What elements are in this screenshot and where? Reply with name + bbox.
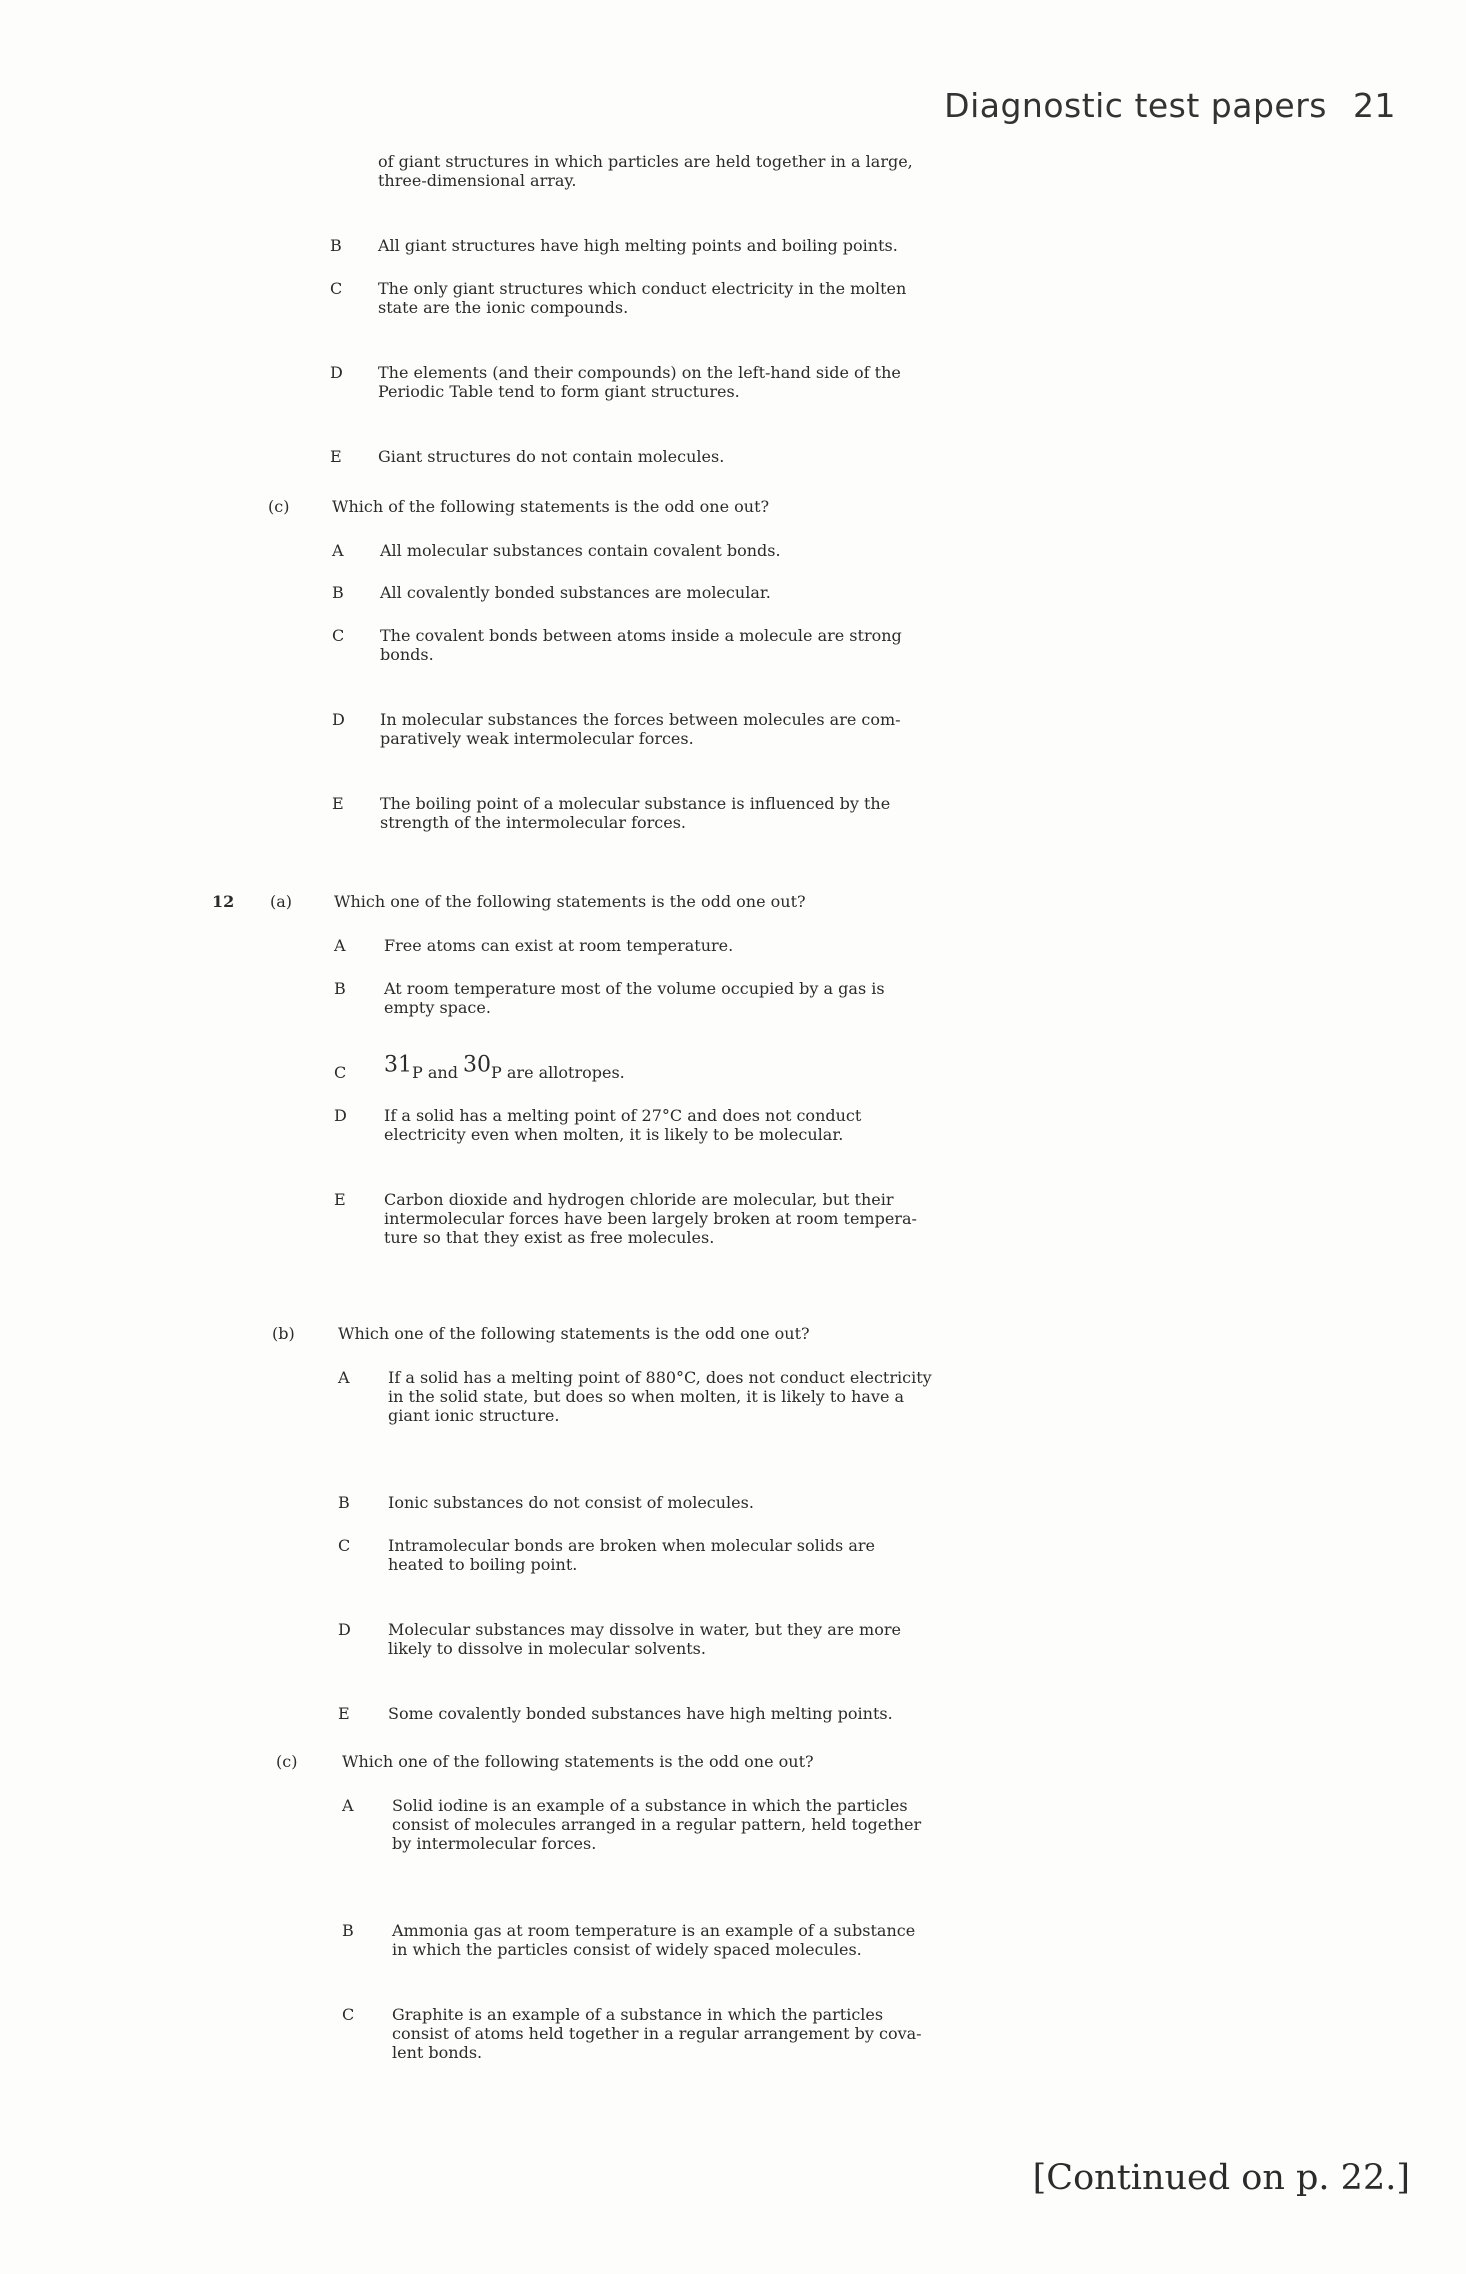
question-text: Which one of the following statements is the odd one out? <box>338 1324 810 1343</box>
q12b <box>272 1324 1422 1745</box>
option-E <box>338 1704 1418 1745</box>
option-text: The boiling point of a molecular substance is influenced by the <box>380 794 891 813</box>
continued-note: [Continued on p. 22.] <box>1032 2158 1410 2198</box>
option-text: If a solid has a melting point of 880°C, does not conduct electricity <box>388 1368 932 1387</box>
part-label: (a) <box>270 892 293 911</box>
isotope-mass-31: 31 <box>384 1052 412 1078</box>
option-text: Molecular substances may dissolve in water, but they are more <box>388 1620 901 1639</box>
option-text: giant ionic structure. <box>388 1406 560 1425</box>
option-letter: B <box>342 1921 354 1940</box>
option-D <box>334 1106 1414 1188</box>
running-header <box>944 86 1396 125</box>
option-A <box>334 936 1414 977</box>
option-text: consist of molecules arranged in a regular pattern, held together <box>392 1815 922 1834</box>
option-text: The covalent bonds between atoms inside a molecule are strong <box>380 626 902 645</box>
option-text: electricity even when molten, it is likely to be molecular. <box>384 1125 844 1144</box>
option-text <box>384 1052 625 1082</box>
option-letter: B <box>338 1493 350 1512</box>
option-text: The elements (and their compounds) on the left-hand side of the <box>378 363 901 382</box>
option-C <box>342 2005 1422 2128</box>
option-text: Graphite is an example of a substance in which the particles <box>392 2005 884 2024</box>
option-text: All covalently bonded substances are molecular. <box>380 583 771 602</box>
question-text: Which one of the following statements is the odd one out? <box>334 892 806 911</box>
option-letter: B <box>330 236 342 255</box>
q11c <box>268 497 1418 876</box>
option-C <box>330 279 1430 361</box>
intro-text <box>378 152 913 190</box>
option-text: consist of atoms held together in a regular arrangement by cova- <box>392 2024 922 2043</box>
option-letter: B <box>332 583 344 602</box>
option-A <box>342 1796 1422 1919</box>
part-label: (c) <box>276 1752 298 1771</box>
option-A <box>338 1368 1418 1491</box>
text-line: three-dimensional array. <box>378 171 577 190</box>
option-letter: E <box>330 447 342 466</box>
q12c <box>276 1752 1426 2128</box>
option-letter: D <box>330 363 343 382</box>
option-letter: C <box>332 626 345 645</box>
option-letter: B <box>334 979 346 998</box>
option-D <box>332 710 1412 792</box>
page-number: 21 <box>1353 86 1396 125</box>
part-label: (b) <box>272 1324 295 1343</box>
option-B <box>334 979 1414 1061</box>
option-letter: A <box>332 541 344 560</box>
option-E <box>330 447 1430 488</box>
option-C <box>338 1536 1418 1618</box>
option-letter: D <box>334 1106 347 1125</box>
option-text: In molecular substances the forces between molecules are com- <box>380 710 901 729</box>
option-text-part: P are allotropes. <box>491 1063 625 1082</box>
option-letter: E <box>334 1190 346 1209</box>
option-B <box>330 236 1430 277</box>
option-letter: C <box>342 2005 355 2024</box>
question-text: Which of the following statements is the odd one out? <box>332 497 770 516</box>
option-text: strength of the intermolecular forces. <box>380 813 686 832</box>
header-title: Diagnostic test papers <box>944 86 1327 125</box>
option-text: in the solid state, but does so when molten, it is likely to have a <box>388 1387 905 1406</box>
option-text: All molecular substances contain covalent bonds. <box>380 541 781 560</box>
option-text: Giant structures do not contain molecules. <box>378 447 725 466</box>
option-text-part: P and <box>412 1063 464 1082</box>
option-D <box>330 363 1430 445</box>
q11b-options <box>330 236 1430 488</box>
question-number: 12 <box>212 892 235 911</box>
option-text: likely to dissolve in molecular solvents. <box>388 1639 706 1658</box>
option-text: At room temperature most of the volume occupied by a gas is <box>384 979 885 998</box>
option-text: heated to boiling point. <box>388 1555 578 1574</box>
option-text: Ionic substances do not consist of molecules. <box>388 1493 754 1512</box>
text-line: of giant structures in which particles are held together in a large, <box>378 152 913 171</box>
option-text: If a solid has a melting point of 27°C and does not conduct <box>384 1106 862 1125</box>
option-B <box>342 1921 1422 2003</box>
option-text: Carbon dioxide and hydrogen chloride are molecular, but their <box>384 1190 894 1209</box>
option-letter: D <box>332 710 345 729</box>
option-text: Solid iodine is an example of a substance in which the particles <box>392 1796 908 1815</box>
option-letter: A <box>338 1368 350 1387</box>
option-letter: C <box>338 1536 351 1555</box>
option-B <box>338 1493 1418 1534</box>
option-text: lent bonds. <box>392 2043 483 2062</box>
option-letter: A <box>342 1796 354 1815</box>
option-letter: E <box>338 1704 350 1723</box>
option-E <box>334 1190 1414 1313</box>
option-C <box>334 1052 1414 1104</box>
part-label: (c) <box>268 497 290 516</box>
option-E <box>332 794 1412 876</box>
question-text: Which one of the following statements is the odd one out? <box>342 1752 814 1771</box>
option-text: Some covalently bonded substances have high melting points. <box>388 1704 893 1723</box>
option-letter: E <box>332 794 344 813</box>
option-A <box>332 541 1412 582</box>
option-text: bonds. <box>380 645 434 664</box>
option-text: Free atoms can exist at room temperature. <box>384 936 734 955</box>
option-letter: C <box>330 279 343 298</box>
option-text: empty space. <box>384 998 491 1017</box>
option-text: by intermolecular forces. <box>392 1834 597 1853</box>
option-text: All giant structures have high melting points and boiling points. <box>378 236 898 255</box>
option-text: The only giant structures which conduct electricity in the molten <box>378 279 907 298</box>
option-D <box>338 1620 1418 1702</box>
option-letter: D <box>338 1620 351 1639</box>
option-text: paratively weak intermolecular forces. <box>380 729 694 748</box>
option-letter: A <box>334 936 346 955</box>
option-text: ture so that they exist as free molecules. <box>384 1228 715 1247</box>
option-text: in which the particles consist of widely spaced molecules. <box>392 1940 862 1959</box>
option-C <box>332 626 1412 708</box>
option-text: state are the ionic compounds. <box>378 298 629 317</box>
option-text: intermolecular forces have been largely broken at room tempera- <box>384 1209 917 1228</box>
option-text: Periodic Table tend to form giant structures. <box>378 382 740 401</box>
isotope-mass-30: 30 <box>463 1052 492 1078</box>
option-letter: C <box>334 1063 347 1082</box>
q12a <box>212 892 1422 1313</box>
option-text: Intramolecular bonds are broken when molecular solids are <box>388 1536 876 1555</box>
option-B <box>332 583 1412 624</box>
option-text: Ammonia gas at room temperature is an example of a substance <box>392 1921 916 1940</box>
